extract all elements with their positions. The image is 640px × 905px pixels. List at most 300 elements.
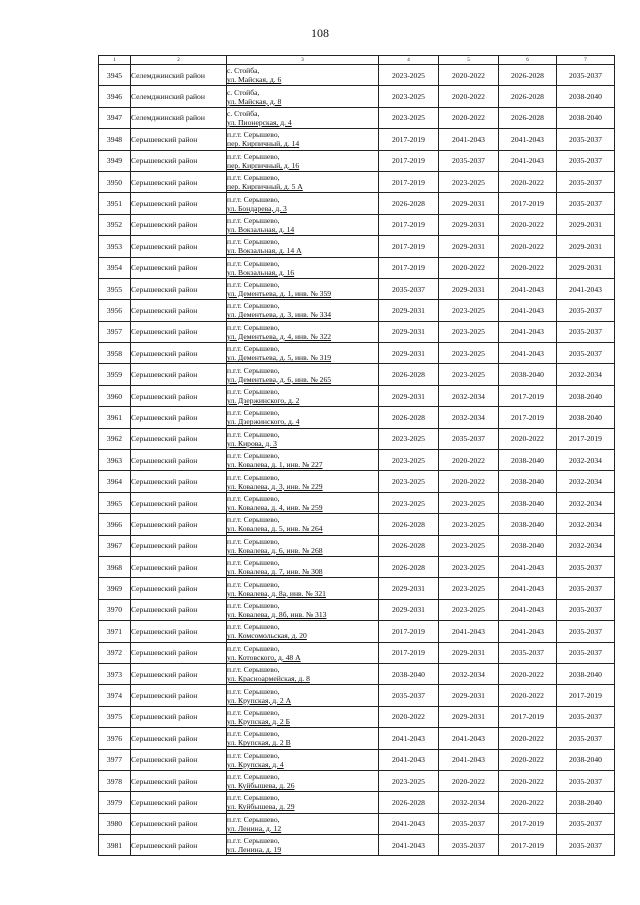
period-cell-col4: 2023-2025 [379, 428, 439, 449]
address-cell [227, 663, 379, 684]
table-row [99, 129, 615, 150]
address-locality: п.г.т. Серышево, [227, 814, 280, 824]
address-locality: п.г.т. Серышево, [227, 322, 280, 332]
row-number-cell: 3955 [99, 278, 131, 299]
period-cell-col6: 2035-2037 [499, 642, 557, 663]
address-locality: п.г.т. Серышево, [227, 793, 280, 803]
district-cell: Серышевский район [131, 321, 227, 342]
column-header: 1 [99, 56, 131, 65]
address-cell [227, 621, 379, 642]
period-cell-col6: 2041-2043 [499, 621, 557, 642]
period-cell-col6: 2020-2022 [499, 257, 557, 278]
period-cell-col4: 2023-2025 [379, 471, 439, 492]
district-cell: Серышевский район [131, 685, 227, 706]
period-cell-col5: 2023-2025 [439, 578, 499, 599]
address-locality: п.г.т. Серышево, [227, 600, 280, 610]
district-cell: Серышевский район [131, 278, 227, 299]
address-street: ул. Крупская, д. 2 Б [227, 716, 290, 726]
period-cell-col4: 2017-2019 [379, 171, 439, 192]
address-cell [227, 300, 379, 321]
column-number-row [99, 56, 615, 65]
period-cell-col5: 2029-2031 [439, 236, 499, 257]
period-cell-col7: 2035-2037 [557, 171, 615, 192]
row-number-cell: 3970 [99, 599, 131, 620]
period-cell-col5: 2041-2043 [439, 621, 499, 642]
table-row [99, 663, 615, 684]
district-cell: Серышевский район [131, 813, 227, 834]
address-locality: п.г.т. Серышево, [227, 494, 280, 503]
address-street: ул. Дементьева, д. 6, инв. № 265 [227, 374, 332, 384]
period-cell-col6: 2020-2022 [499, 770, 557, 791]
table-row [99, 706, 615, 727]
address-cell [227, 257, 379, 278]
address-street: ул. Майская, д. 8 [227, 96, 282, 106]
period-cell-col7: 2035-2037 [557, 813, 615, 834]
period-cell-col7: 2035-2037 [557, 343, 615, 364]
row-number-cell: 3966 [99, 514, 131, 535]
address-street: ул. Ковалева, д. 1, инв. № 227 [227, 460, 323, 470]
address-cell [227, 792, 379, 813]
period-cell-col4: 2017-2019 [379, 642, 439, 663]
row-number-cell: 3976 [99, 728, 131, 749]
address-locality: с. Стойба, [227, 66, 260, 76]
district-cell: Серышевский район [131, 514, 227, 535]
row-number-cell: 3958 [99, 343, 131, 364]
period-cell-col4: 2041-2043 [379, 749, 439, 770]
period-cell-col4: 2029-2031 [379, 385, 439, 406]
table-row [99, 556, 615, 577]
period-cell-col4: 2023-2025 [379, 450, 439, 471]
address-locality: п.г.т. Серышево, [227, 750, 280, 760]
address-cell [227, 107, 379, 128]
row-number-cell: 3979 [99, 792, 131, 813]
period-cell-col7: 2038-2040 [557, 792, 615, 813]
address-cell [227, 385, 379, 406]
period-cell-col5: 2035-2037 [439, 150, 499, 171]
period-cell-col7: 2035-2037 [557, 300, 615, 321]
row-number-cell: 3981 [99, 835, 131, 856]
period-cell-col4: 2035-2037 [379, 278, 439, 299]
address-locality: п.г.т. Серышево, [227, 472, 280, 482]
period-cell-col6: 2038-2040 [499, 535, 557, 556]
row-number-cell: 3957 [99, 321, 131, 342]
column-header: 3 [227, 56, 379, 65]
period-cell-col5: 2023-2025 [439, 556, 499, 577]
period-cell-col4: 2026-2028 [379, 514, 439, 535]
address-street: ул. Крупская, д. 2 В [227, 738, 291, 748]
period-cell-col4: 2038-2040 [379, 663, 439, 684]
address-locality: п.г.т. Серышево, [227, 558, 280, 568]
period-cell-col4: 2026-2028 [379, 407, 439, 428]
period-cell-col7: 2017-2019 [557, 685, 615, 706]
row-number-cell: 3963 [99, 450, 131, 471]
table-row [99, 214, 615, 235]
period-cell-col7: 2038-2040 [557, 107, 615, 128]
address-street: ул. Ковалева, д. 8а, инв. № 321 [227, 588, 326, 598]
address-locality: п.г.т. Серышево, [227, 280, 280, 290]
address-locality: п.г.т. Серышево, [227, 151, 280, 161]
period-cell-col4: 2026-2028 [379, 792, 439, 813]
address-locality: п.г.т. Серышево, [227, 707, 280, 717]
address-cell [227, 706, 379, 727]
period-cell-col7: 2035-2037 [557, 728, 615, 749]
period-cell-col5: 2041-2043 [439, 728, 499, 749]
period-cell-col6: 2017-2019 [499, 835, 557, 856]
row-number-cell: 3949 [99, 150, 131, 171]
address-locality: п.г.т. Серышево, [227, 622, 280, 632]
period-cell-col4: 2023-2025 [379, 492, 439, 513]
column-header: 6 [499, 56, 557, 65]
address-locality: п.г.т. Серышево, [227, 408, 280, 418]
period-cell-col6: 2038-2040 [499, 364, 557, 385]
period-cell-col6: 2017-2019 [499, 407, 557, 428]
address-locality: п.г.т. Серышево, [227, 215, 280, 225]
row-number-cell: 3980 [99, 813, 131, 834]
period-cell-col7: 2035-2037 [557, 770, 615, 791]
address-cell [227, 578, 379, 599]
period-cell-col6: 2020-2022 [499, 663, 557, 684]
period-cell-col7: 2032-2034 [557, 492, 615, 513]
district-cell: Серышевский район [131, 792, 227, 813]
address-street: ул. Дзержинского, д. 4 [227, 417, 300, 427]
district-cell: Серышевский район [131, 492, 227, 513]
period-cell-col4: 2029-2031 [379, 300, 439, 321]
address-locality: п.г.т. Серышево, [227, 729, 280, 739]
row-number-cell: 3948 [99, 129, 131, 150]
period-cell-col4: 2041-2043 [379, 728, 439, 749]
address-cell [227, 514, 379, 535]
district-cell: Серышевский район [131, 364, 227, 385]
table-row [99, 599, 615, 620]
address-cell [227, 556, 379, 577]
district-cell: Серышевский район [131, 343, 227, 364]
address-cell [227, 129, 379, 150]
period-cell-col6: 2026-2028 [499, 107, 557, 128]
address-cell [227, 492, 379, 513]
address-cell [227, 150, 379, 171]
address-cell [227, 835, 379, 856]
address-cell [227, 428, 379, 449]
period-cell-col5: 2023-2025 [439, 599, 499, 620]
row-number-cell: 3946 [99, 86, 131, 107]
table-row [99, 770, 615, 791]
address-cell [227, 813, 379, 834]
table-row [99, 621, 615, 642]
address-street: ул. Ковалева, д. 7, инв. № 308 [227, 567, 323, 577]
address-street: ул. Вокзальная, д. 14 [227, 224, 295, 234]
period-cell-col7: 2038-2040 [557, 663, 615, 684]
period-cell-col4: 2029-2031 [379, 343, 439, 364]
period-cell-col7: 2035-2037 [557, 578, 615, 599]
table-row [99, 792, 615, 813]
address-cell [227, 407, 379, 428]
address-locality: с. Стойба, [227, 108, 260, 118]
table-row [99, 642, 615, 663]
period-cell-col5: 2029-2031 [439, 214, 499, 235]
address-locality: п.г.т. Серышево, [227, 451, 280, 461]
period-cell-col7: 2032-2034 [557, 535, 615, 556]
address-cell [227, 321, 379, 342]
period-cell-col6: 2026-2028 [499, 65, 557, 86]
row-number-cell: 3967 [99, 535, 131, 556]
period-cell-col7: 2035-2037 [557, 65, 615, 86]
address-street: ул. Вокзальная, д. 14 А [227, 246, 302, 256]
district-cell: Серышевский район [131, 385, 227, 406]
period-cell-col7: 2029-2031 [557, 236, 615, 257]
address-cell [227, 171, 379, 192]
period-cell-col7: 2035-2037 [557, 321, 615, 342]
period-cell-col6: 2041-2043 [499, 150, 557, 171]
address-street: ул. Куйбышева, д. 26 [227, 781, 295, 791]
period-cell-col4: 2041-2043 [379, 835, 439, 856]
address-cell [227, 471, 379, 492]
address-street: ул. Дементьева, д. 1, инв. № 359 [227, 289, 332, 299]
table-row [99, 535, 615, 556]
period-cell-col4: 2023-2025 [379, 65, 439, 86]
district-cell: Серышевский район [131, 300, 227, 321]
address-locality: п.г.т. Серышево, [227, 643, 280, 653]
address-locality: п.г.т. Серышево, [227, 237, 280, 247]
row-number-cell: 3960 [99, 385, 131, 406]
address-street: ул. Красноармейская, д. 8 [227, 674, 310, 684]
period-cell-col7: 2029-2031 [557, 257, 615, 278]
period-cell-col7: 2035-2037 [557, 599, 615, 620]
period-cell-col5: 2029-2031 [439, 706, 499, 727]
period-cell-col5: 2023-2025 [439, 300, 499, 321]
address-street: ул. Ковалева, д. 6, инв. № 268 [227, 545, 323, 555]
district-cell: Серышевский район [131, 193, 227, 214]
row-number-cell: 3951 [99, 193, 131, 214]
period-cell-col4: 2017-2019 [379, 236, 439, 257]
address-locality: п.г.т. Серышево, [227, 258, 280, 268]
table-row [99, 514, 615, 535]
district-cell: Селемджинский район [131, 107, 227, 128]
address-locality: п.г.т. Серышево, [227, 536, 280, 546]
district-cell: Серышевский район [131, 428, 227, 449]
address-locality: п.г.т. Серышево, [227, 665, 280, 675]
period-cell-col4: 2017-2019 [379, 129, 439, 150]
district-cell: Серышевский район [131, 578, 227, 599]
table-row [99, 728, 615, 749]
period-cell-col4: 2017-2019 [379, 621, 439, 642]
period-cell-col5: 2023-2025 [439, 535, 499, 556]
period-cell-col7: 2038-2040 [557, 407, 615, 428]
address-locality: п.г.т. Серышево, [227, 130, 280, 140]
period-cell-col6: 2026-2028 [499, 86, 557, 107]
row-number-cell: 3974 [99, 685, 131, 706]
table-row [99, 578, 615, 599]
period-cell-col4: 2026-2028 [379, 556, 439, 577]
address-locality: п.г.т. Серышево, [227, 173, 280, 183]
row-number-cell: 3965 [99, 492, 131, 513]
address-cell [227, 728, 379, 749]
address-street: ул. Комсомольская, д. 20 [227, 631, 307, 641]
period-cell-col6: 2041-2043 [499, 556, 557, 577]
period-cell-col4: 2023-2025 [379, 107, 439, 128]
period-cell-col5: 2023-2025 [439, 343, 499, 364]
address-cell [227, 214, 379, 235]
registry-table [98, 55, 615, 856]
table-row [99, 278, 615, 299]
row-number-cell: 3962 [99, 428, 131, 449]
address-street: пер. Кирпичный, д. 16 [227, 160, 300, 170]
period-cell-col5: 2020-2022 [439, 257, 499, 278]
address-street: ул. Дементьева, д. 3, инв. № 334 [227, 310, 332, 320]
address-street: ул. Ковалева, д. 5, инв. № 264 [227, 524, 323, 534]
address-cell [227, 685, 379, 706]
period-cell-col6: 2038-2040 [499, 492, 557, 513]
address-street: ул. Вокзальная, д. 16 [227, 267, 295, 277]
period-cell-col7: 2038-2040 [557, 749, 615, 770]
period-cell-col5: 2020-2022 [439, 450, 499, 471]
period-cell-col4: 2026-2028 [379, 535, 439, 556]
table-row [99, 236, 615, 257]
period-cell-col6: 2017-2019 [499, 385, 557, 406]
period-cell-col5: 2020-2022 [439, 770, 499, 791]
period-cell-col7: 2032-2034 [557, 514, 615, 535]
table-row [99, 257, 615, 278]
period-cell-col6: 2017-2019 [499, 706, 557, 727]
district-cell: Серышевский район [131, 150, 227, 171]
address-cell [227, 193, 379, 214]
period-cell-col6: 2038-2040 [499, 471, 557, 492]
table-row [99, 65, 615, 86]
address-cell [227, 86, 379, 107]
table-row [99, 813, 615, 834]
column-header: 7 [557, 56, 615, 65]
period-cell-col4: 2029-2031 [379, 578, 439, 599]
address-locality: п.г.т. Серышево, [227, 579, 280, 589]
row-number-cell: 3972 [99, 642, 131, 663]
address-street: ул. Ленина, д. 12 [227, 823, 282, 833]
table-row [99, 343, 615, 364]
column-header: 4 [379, 56, 439, 65]
district-cell: Серышевский район [131, 770, 227, 791]
row-number-cell: 3961 [99, 407, 131, 428]
row-number-cell: 3952 [99, 214, 131, 235]
district-cell: Серышевский район [131, 129, 227, 150]
period-cell-col7: 2035-2037 [557, 706, 615, 727]
period-cell-col7: 2032-2034 [557, 471, 615, 492]
district-cell: Серышевский район [131, 214, 227, 235]
period-cell-col7: 2029-2031 [557, 214, 615, 235]
address-street: ул. Куйбышева, д. 29 [227, 802, 295, 812]
row-number-cell: 3973 [99, 663, 131, 684]
table-row [99, 749, 615, 770]
district-cell: Серышевский район [131, 642, 227, 663]
period-cell-col6: 2020-2022 [499, 171, 557, 192]
row-number-cell: 3945 [99, 65, 131, 86]
table-row [99, 492, 615, 513]
period-cell-col6: 2020-2022 [499, 728, 557, 749]
table-row [99, 321, 615, 342]
district-cell: Селемджинский район [131, 86, 227, 107]
period-cell-col5: 2020-2022 [439, 471, 499, 492]
address-street: пер. Кирпичный, д. 5 А [227, 182, 303, 192]
district-cell: Серышевский район [131, 663, 227, 684]
district-cell: Серышевский район [131, 407, 227, 428]
period-cell-col5: 2041-2043 [439, 749, 499, 770]
period-cell-col6: 2041-2043 [499, 321, 557, 342]
table-row [99, 171, 615, 192]
period-cell-col4: 2023-2025 [379, 86, 439, 107]
period-cell-col4: 2026-2028 [379, 364, 439, 385]
period-cell-col5: 2029-2031 [439, 278, 499, 299]
period-cell-col6: 2020-2022 [499, 428, 557, 449]
column-header: 2 [131, 56, 227, 65]
period-cell-col5: 2023-2025 [439, 492, 499, 513]
address-cell [227, 642, 379, 663]
period-cell-col7: 2035-2037 [557, 642, 615, 663]
district-cell: Серышевский район [131, 257, 227, 278]
period-cell-col4: 2035-2037 [379, 685, 439, 706]
address-street: пер. Кирпичный, д. 14 [227, 139, 300, 149]
period-cell-col6: 2020-2022 [499, 792, 557, 813]
period-cell-col4: 2041-2043 [379, 813, 439, 834]
table-row [99, 86, 615, 107]
address-street: ул. Дементьева, д. 5, инв. № 319 [227, 353, 332, 363]
period-cell-col6: 2017-2019 [499, 813, 557, 834]
district-cell: Серышевский район [131, 706, 227, 727]
period-cell-col5: 2035-2037 [439, 835, 499, 856]
period-cell-col6: 2041-2043 [499, 599, 557, 620]
address-street: ул. Бондарева, д. 3 [227, 203, 287, 213]
address-locality: п.г.т. Серышево, [227, 387, 280, 397]
period-cell-col6: 2041-2043 [499, 578, 557, 599]
row-number-cell: 3969 [99, 578, 131, 599]
period-cell-col7: 2035-2037 [557, 150, 615, 171]
table-row [99, 835, 615, 856]
period-cell-col6: 2041-2043 [499, 129, 557, 150]
period-cell-col5: 2032-2034 [439, 407, 499, 428]
district-cell: Серышевский район [131, 728, 227, 749]
district-cell: Серышевский район [131, 535, 227, 556]
period-cell-col4: 2023-2025 [379, 770, 439, 791]
row-number-cell: 3954 [99, 257, 131, 278]
address-street: ул. Дементьева, д. 4, инв. № 322 [227, 331, 332, 341]
district-cell: Серышевский район [131, 236, 227, 257]
address-cell [227, 65, 379, 86]
table-row [99, 471, 615, 492]
period-cell-col4: 2020-2022 [379, 706, 439, 727]
address-cell [227, 770, 379, 791]
table-row [99, 364, 615, 385]
period-cell-col4: 2029-2031 [379, 599, 439, 620]
address-street: ул. Дзержинского, д. 2 [227, 396, 300, 406]
district-cell: Серышевский район [131, 835, 227, 856]
period-cell-col5: 2035-2037 [439, 813, 499, 834]
district-cell: Серышевский район [131, 556, 227, 577]
address-locality: п.г.т. Серышево, [227, 515, 280, 525]
period-cell-col5: 2023-2025 [439, 171, 499, 192]
period-cell-col6: 2038-2040 [499, 514, 557, 535]
address-street: ул. Ленина, д. 19 [227, 845, 282, 855]
address-cell [227, 535, 379, 556]
row-number-cell: 3953 [99, 236, 131, 257]
address-locality: п.г.т. Серышево, [227, 365, 280, 375]
table-row [99, 300, 615, 321]
district-cell: Селемджинский район [131, 65, 227, 86]
period-cell-col5: 2029-2031 [439, 193, 499, 214]
row-number-cell: 3975 [99, 706, 131, 727]
period-cell-col6: 2041-2043 [499, 300, 557, 321]
address-street: ул. Майская, д. 6 [227, 75, 282, 85]
address-cell [227, 364, 379, 385]
address-locality: п.г.т. Серышево, [227, 429, 280, 439]
address-cell [227, 599, 379, 620]
table-row [99, 407, 615, 428]
period-cell-col7: 2035-2037 [557, 556, 615, 577]
